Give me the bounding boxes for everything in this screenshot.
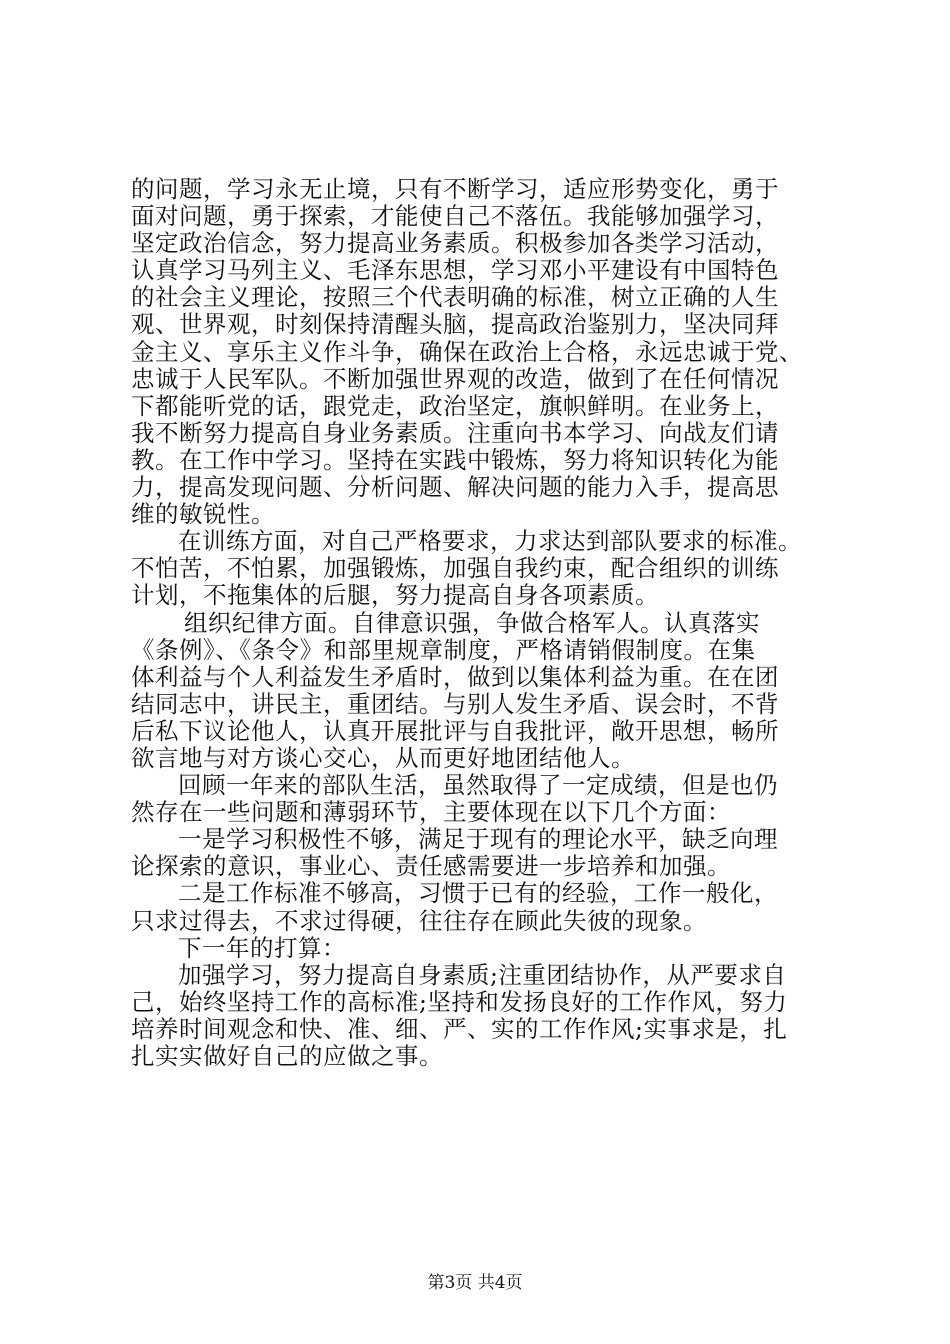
- text-line: 忠诚于人民军队。不断加强世界观的改造，做到了在任何情况: [131, 364, 779, 393]
- text-line: 我不断努力提高自身业务素质。注重向书本学习、向战友们请: [131, 418, 779, 447]
- text-line: 面对问题，勇于探索，才能使自己不落伍。我能够加强学习，: [131, 202, 779, 231]
- text-line: 欲言地与对方谈心交心，从而更好地团结他人。: [131, 743, 635, 772]
- text-line: 坚定政治信念，努力提高业务素质。积极参加各类学习活动，: [131, 229, 779, 258]
- text-line: 不怕苦，不怕累，加强锻炼，加强自我约束，配合组织的训练: [131, 554, 779, 583]
- text-line: 金主义、享乐主义作斗争，确保在政治上合格，永远忠诚于党、: [131, 337, 803, 366]
- paragraph-start-line: 下一年的打算：: [178, 933, 346, 962]
- text-line: 只求过得去，不求过得硬，往往存在顾此失彼的现象。: [131, 906, 707, 935]
- text-line: 下都能听党的话，跟党走，政治坚定，旗帜鲜明。在业务上，: [131, 391, 779, 420]
- text-line: 然存在一些问题和薄弱环节，主要体现在以下几个方面：: [131, 798, 731, 827]
- text-line: 计划，不拖集体的后腿，努力提高自身各项素质。: [131, 581, 659, 610]
- paragraph-start-line: 一是学习积极性不够，满足于现有的理论水平，缺乏向理: [178, 825, 778, 854]
- text-line: 教。在工作中学习。坚持在实践中锻炼，努力将知识转化为能: [131, 445, 779, 474]
- paragraph-start-line: 在训练方面，对自己严格要求，力求达到部队要求的标准。: [178, 527, 802, 556]
- text-line: 认真学习马列主义、毛泽东思想，学习邓小平建设有中国特色: [131, 256, 779, 285]
- text-line: 体利益与个人利益发生矛盾时，做到以集体利益为重。在在团: [131, 662, 779, 691]
- text-line: 论探索的意识，事业心、责任感需要进一步培养和加强。: [131, 852, 731, 881]
- paragraph-start-line: 加强学习，努力提高自身素质;注重团结协作，从严要求自: [178, 960, 787, 989]
- text-line: 力，提高发现问题、分析问题、解决问题的能力入手，提高思: [131, 473, 779, 502]
- text-line: 结同志中，讲民主，重团结。与别人发生矛盾、误会时，不背: [131, 689, 779, 718]
- text-line: 后私下议论他人，认真开展批评与自我批评，敞开思想，畅所: [131, 716, 779, 745]
- text-line: 《条例》、《条令》和部里规章制度，严格请销假制度。在集: [131, 635, 756, 664]
- paragraph-start-line: 二是工作标准不够高，习惯于已有的经验，工作一般化，: [178, 879, 778, 908]
- page-footer: 第3页 共4页: [427, 1273, 523, 1293]
- text-line: 己，始终坚持工作的高标准;坚持和发扬良好的工作作风，努力: [131, 987, 788, 1016]
- text-line: 维的敏锐性。: [131, 500, 275, 529]
- text-line: 的问题，学习永无止境，只有不断学习，适应形势变化，勇于: [131, 175, 779, 203]
- text-line: 的社会主义理论，按照三个代表明确的标准，树立正确的人生: [131, 283, 779, 312]
- paragraph-start-line: 回顾一年来的部队生活，虽然取得了一定成绩，但是也仍: [178, 771, 778, 800]
- text-line: 培养时间观念和快、准、细、严、实的工作作风;实事求是，扎: [131, 1014, 788, 1043]
- document-body: [131, 176, 831, 1070]
- text-line: 扎实实做好自己的应做之事。: [131, 1042, 443, 1070]
- text-line: 观、世界观，时刻保持清醒头脑，提高政治鉴别力，坚决同拜: [131, 310, 779, 339]
- paragraph-start-line: 组织纪律方面。自律意识强，争做合格军人。认真落实: [184, 608, 760, 637]
